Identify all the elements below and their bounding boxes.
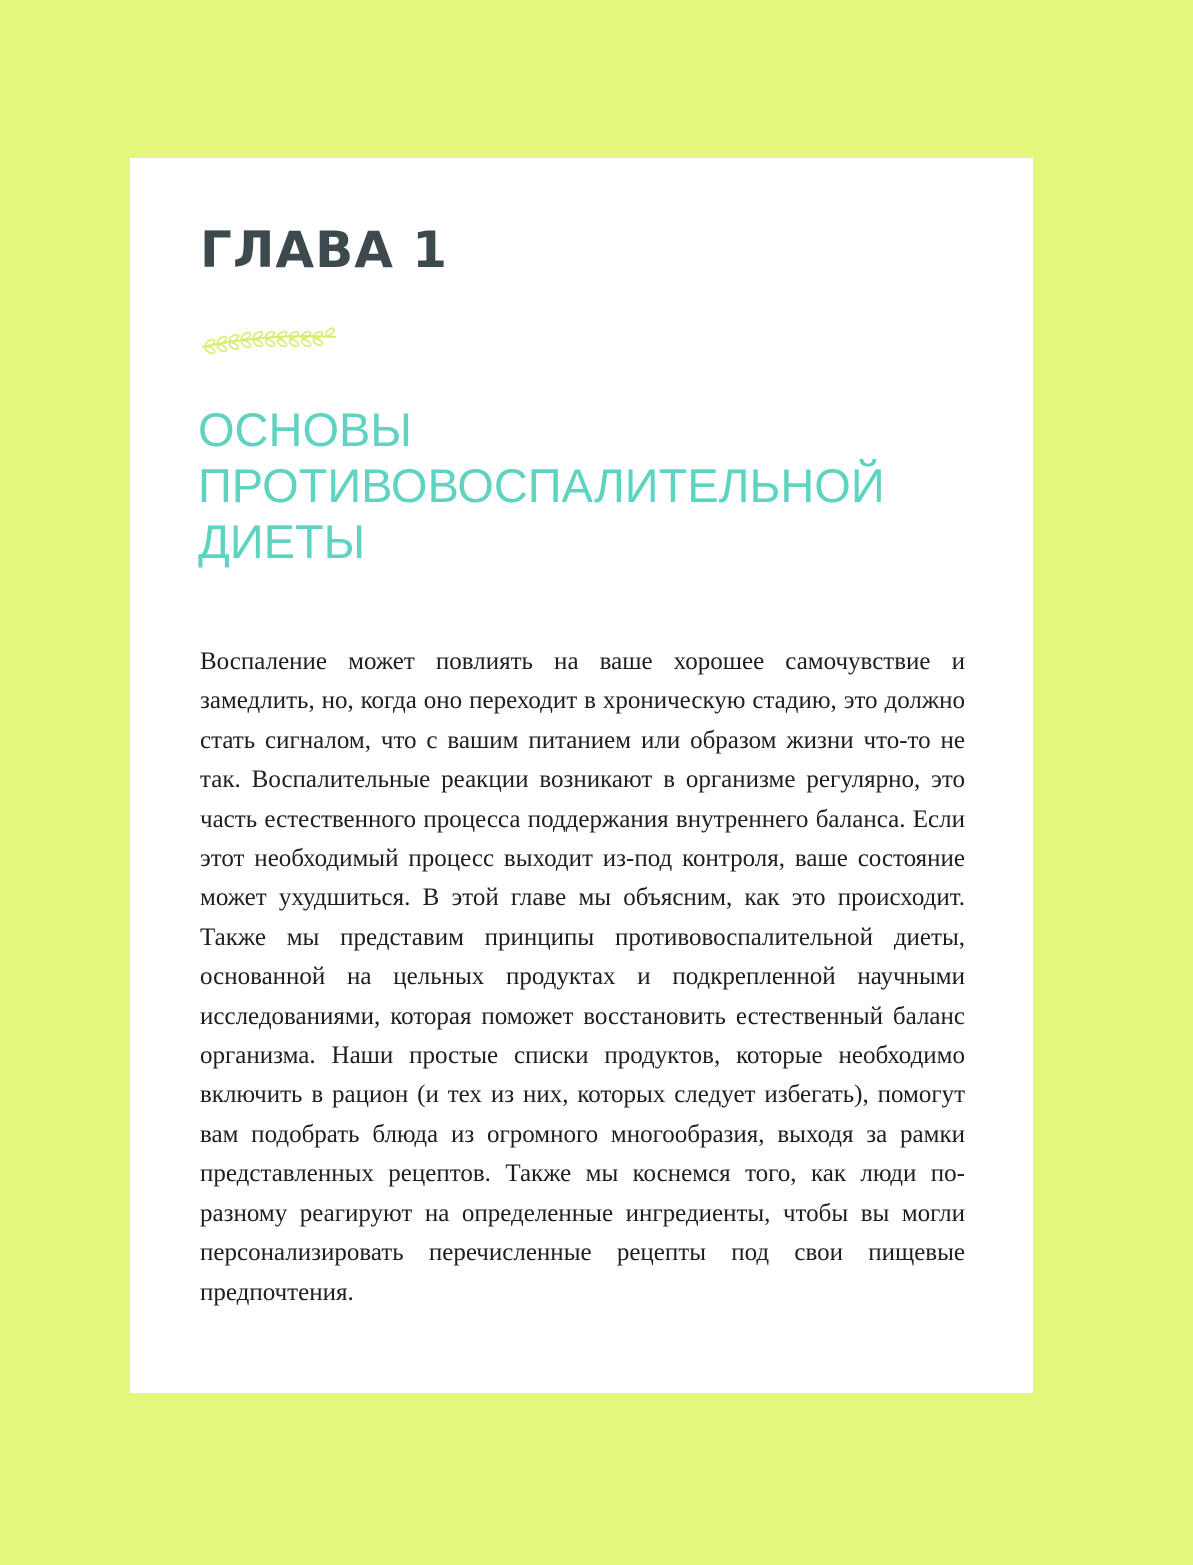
chapter-title-line: ПРОТИВОВОСПАЛИТЕЛЬНОЙ [198, 459, 885, 512]
chapter-label: ГЛАВА 1 [200, 221, 449, 279]
chapter-title-line: ОСНОВЫ [198, 403, 412, 456]
chapter-intro-paragraph: Воспаление может повлиять на ваше хорошее самочувствие и замедлить, но, когда оно переходит в хроническую стадию, это должно стать сигналом, что с вашим питанием или образом жизни что-то не так. Воспалительные реакции возникают в организме регулярно, это часть естественного процесса поддержания внутреннего баланса. Если этот необходимый процесс выходит из-под контроля, ваше состояние может ухудшиться. В этой главе мы объясним, как это происходит. Также мы представим принципы противовоспалительной диеты, основанной на цельных продуктах и подкрепленной научными исследованиями, которая поможет восстановить естественный баланс организма. Наши простые списки продуктов, которые необходимо включить в рацион (и тех из них, которых следует избегать), помогут вам подобрать блюда из огромного многообразия, выходя за рамки представленных рецептов. Также мы коснемся того, как люди по-разному реагируют на определенные ингредиенты, чтобы вы могли персонализировать перечисленные рецепты под свои пищевые предпочтения. [200, 648, 965, 1306]
chapter-title-line: ДИЕТЫ [198, 515, 366, 568]
chapter-title [198, 402, 885, 570]
page-card [130, 158, 1033, 1393]
leaf-vine-ornament-icon [198, 323, 340, 357]
